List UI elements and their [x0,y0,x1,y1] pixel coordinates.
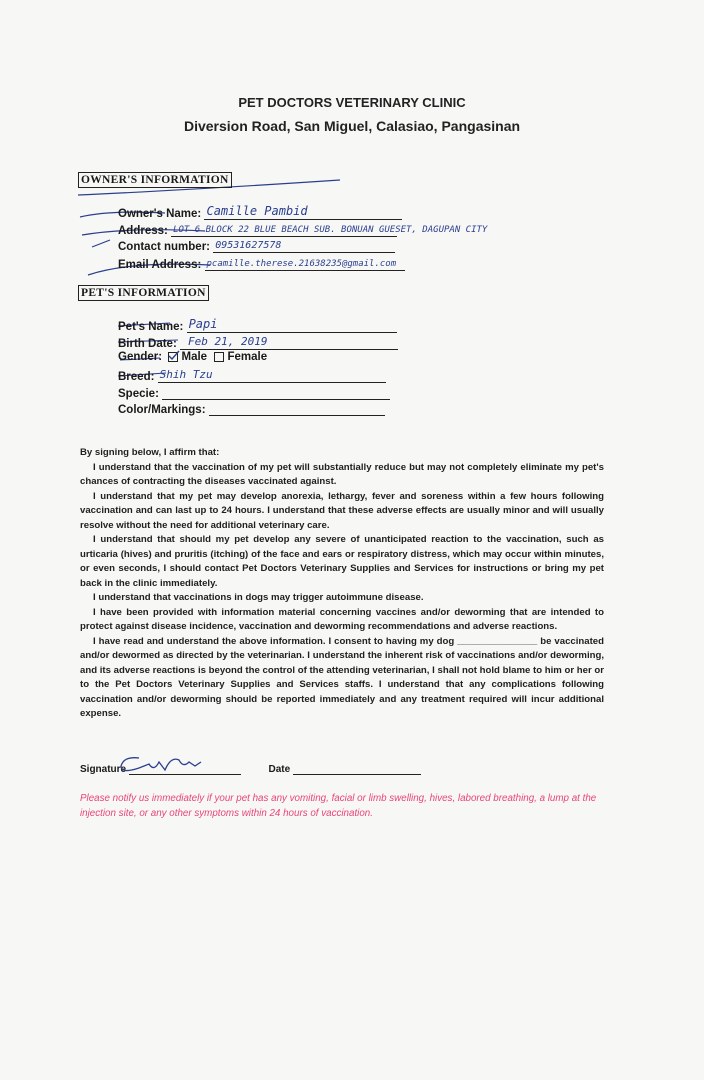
signature-field[interactable] [129,760,241,775]
owner-section-title: OWNER'S INFORMATION [78,172,232,188]
pet-gender-label: Gender: [118,351,163,363]
clinic-name: PET DOCTORS VETERINARY CLINIC [238,95,466,110]
consent-paragraph-2: I understand that my pet may develop anorexia, lethargy, fever and soreness within a few hours following vaccination and can last up to 24 hours. I understand that these adverse effects are usually minor and will usually resolve without the need for additional veterinary care. [80,490,604,531]
pet-specie-row [118,385,390,400]
owner-name-field[interactable] [204,205,402,220]
date-field[interactable] [293,760,421,775]
consent-text [80,446,604,722]
owner-contact-label: Contact number: [118,241,210,253]
signature-label: Signature [80,764,127,775]
owner-email-row [118,256,405,271]
owner-address-value: LOT 6 BLOCK 22 BLUE BEACH SUB. BONUAN GUESET, DAGUPAN CITY [173,225,488,235]
pet-specie-field[interactable] [162,385,390,400]
clinic-address: Diversion Road, San Miguel, Calasiao, Pangasinan [183,118,521,134]
pet-breed-row [118,368,386,383]
male-checkbox[interactable] [168,352,178,362]
pet-color-field[interactable] [209,401,385,416]
owner-address-field[interactable] [171,222,488,237]
pet-specie-label: Specie: [118,388,159,400]
female-label: Female [227,351,268,363]
owner-address-label: Address: [118,225,168,237]
pet-birth-value: Feb 21, 2019 [187,335,268,348]
consent-paragraph-1: I understand that the vaccination of my pet will substantially reduce but may not completely eliminate my pet's chances of contracting the diseases vaccinated against. [80,461,604,487]
owner-address-row [118,222,488,237]
owner-contact-value: 09531627578 [215,240,282,251]
owner-contact-field[interactable] [213,238,395,253]
consent-paragraph-6: I have read and understand the above information. I consent to having my dog _______________ be vaccinated and/or dewormed as directed by the veterinarian. I understand the inherent risk of vaccinations and/or deworming, and its adverse reactions is beyond the control of the attending veterinarian, I shall not hold blame to him or her or to the Pet Doctors Veterinary Supplies and Services staffs. I understand that any complications following vaccination and/or deworming should be reported immediately and any treatment required will incur additional expense. [80,635,604,719]
consent-paragraph-3: I understand that should my pet develop any severe of unanticipated reaction to the vaccination, such as urticaria (hives) and pruritis (itching) of the face and ears or respiratory distress, which may occur within minutes, or even seconds, I should contact Pet Doctors Veterinary Supplies and Services for instructions or bring my pet back in the clinic immediately. [80,534,604,589]
pet-section-title: PET'S INFORMATION [78,285,209,301]
pet-breed-field[interactable] [158,368,386,383]
pet-name-label: Pet's Name: [118,321,184,333]
pet-birth-row [118,335,398,350]
pet-breed-label: Breed: [118,371,155,383]
checkmark-icon [168,350,180,360]
pet-name-value: Papi [188,317,218,331]
owner-name-label: Owner's Name: [118,208,202,220]
notice-text: Please notify us immediately if your pet has any vomiting, facial or limb swelling, hives, labored breathing, a lump at the injection site, or any other symptoms within 24 hours of vaccination. [80,793,597,819]
owner-email-value: pcamille.therese.21638235@gmail.com [206,259,397,269]
consent-intro: By signing below, I affirm that: [80,447,220,458]
pet-name-row [118,318,397,333]
pet-birth-label: Birth Date: [118,338,177,350]
pet-color-label: Color/Markings: [118,404,206,416]
owner-email-field[interactable] [205,256,405,271]
female-checkbox[interactable] [214,352,224,362]
owner-name-value: Camille Pambid [206,204,308,218]
pet-name-field[interactable] [187,318,397,333]
male-label: Male [181,351,208,363]
signature-row [80,760,421,775]
consent-paragraph-5: I have been provided with information material concerning vaccines and/or deworming that are intended to protect against disease incidence, vaccination and deworming recommendations and adverse reactions. [80,606,604,632]
pet-color-row [118,401,385,416]
pet-breed-value: Shih Tzu [159,368,213,381]
date-label: Date [268,764,291,775]
handwritten-signature [109,750,229,776]
owner-name-row [118,205,402,220]
consent-paragraph-4: I understand that vaccinations in dogs may trigger autoimmune disease. [93,592,424,603]
pet-birth-field[interactable] [180,335,398,350]
owner-contact-row [118,238,395,253]
owner-email-label: Email Address: [118,259,202,271]
pet-gender-row [118,351,267,363]
